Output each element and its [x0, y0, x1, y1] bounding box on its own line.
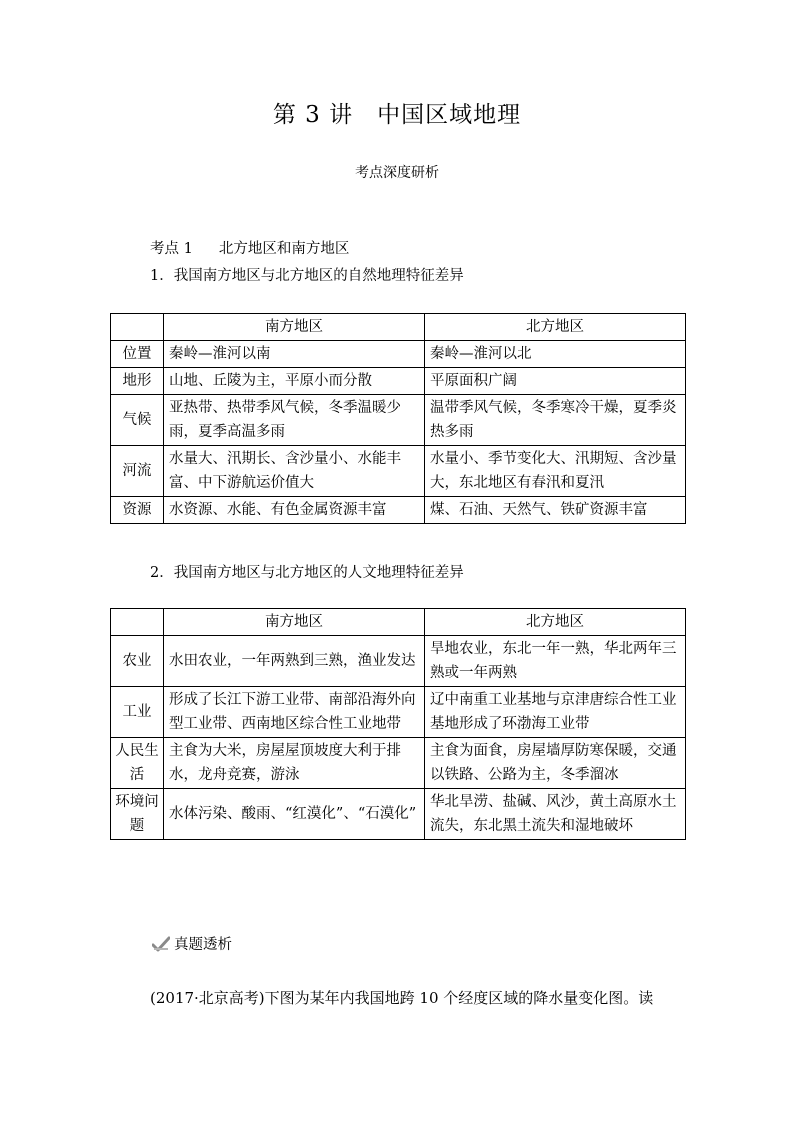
row-label: 资源 — [111, 497, 164, 524]
north-cell: 辽中南重工业基地与京津唐综合性工业基地形成了环渤海工业带 — [425, 687, 686, 738]
south-cell: 水体污染、酸雨、“红漠化”、“石漠化” — [164, 789, 425, 840]
human-geography-table — [110, 608, 686, 840]
table-header-row — [111, 609, 686, 636]
row-label: 工业 — [111, 687, 164, 738]
topic-heading — [150, 237, 349, 258]
south-cell: 亚热带、热带季风气候，冬季温暖少雨，夏季高温多雨 — [164, 395, 425, 446]
zhenti-section-label — [152, 933, 232, 954]
table-header-cell — [111, 314, 164, 341]
north-cell: 水量小、季节变化大、汛期短、含沙量大，东北地区有春汛和夏汛 — [425, 446, 686, 497]
row-label: 地形 — [111, 368, 164, 395]
south-cell: 水田农业，一年两熟到三熟，渔业发达 — [164, 636, 425, 687]
question-text: (2017·北京高考)下图为某年内我国地跨 10 个经度区域的降水量变化图。读 — [150, 989, 654, 1007]
south-cell: 山地、丘陵为主，平原小而分散 — [164, 368, 425, 395]
table-row — [111, 789, 686, 840]
table-header-cell: 北方地区 — [425, 314, 686, 341]
check-icon — [152, 936, 170, 952]
topic-label: 考点 1 — [150, 241, 193, 257]
page-title: 第 3 讲 中国区域地理 — [272, 102, 522, 128]
table-row — [111, 368, 686, 395]
table-row — [111, 497, 686, 524]
table-header-cell — [111, 609, 164, 636]
natural-geography-table — [110, 313, 686, 524]
table-row — [111, 738, 686, 789]
table-header-row — [111, 314, 686, 341]
north-cell: 旱地农业，东北一年一熟，华北两年三熟或一年两熟 — [425, 636, 686, 687]
north-cell: 平原面积广阔 — [425, 368, 686, 395]
row-label: 气候 — [111, 395, 164, 446]
south-cell: 水量大、汛期长、含沙量小、水能丰富、中下游航运价值大 — [164, 446, 425, 497]
section2-heading: 2．我国南方地区与北方地区的人文地理特征差异 — [150, 565, 464, 581]
table-row — [111, 687, 686, 738]
section1-heading: 1．我国南方地区与北方地区的自然地理特征差异 — [150, 268, 464, 284]
table-row — [111, 395, 686, 446]
north-cell: 主食为面食，房屋墙厚防寒保暖，交通以铁路、公路为主，冬季溜冰 — [425, 738, 686, 789]
table-header-cell: 南方地区 — [164, 609, 425, 636]
south-cell: 主食为大米，房屋屋顶坡度大利于排水，龙舟竞赛，游泳 — [164, 738, 425, 789]
south-cell: 形成了长江下游工业带、南部沿海外向型工业带、西南地区综合性工业地带 — [164, 687, 425, 738]
table-header-cell: 北方地区 — [425, 609, 686, 636]
zhenti-label: 真题透析 — [174, 937, 232, 953]
page-subtitle: 考点深度研析 — [355, 165, 439, 181]
north-cell: 煤、石油、天然气、铁矿资源丰富 — [425, 497, 686, 524]
north-cell: 华北旱涝、盐碱、风沙，黄土高原水土流失，东北黑土流失和湿地破坏 — [425, 789, 686, 840]
south-cell: 水资源、水能、有色金属资源丰富 — [164, 497, 425, 524]
row-label: 河流 — [111, 446, 164, 497]
row-label: 农业 — [111, 636, 164, 687]
south-cell: 秦岭—淮河以南 — [164, 341, 425, 368]
table-row — [111, 636, 686, 687]
north-cell: 温带季风气候，冬季寒冷干燥，夏季炎热多雨 — [425, 395, 686, 446]
table-row — [111, 446, 686, 497]
topic-name: 北方地区和南方地区 — [218, 241, 350, 257]
table-header-cell: 南方地区 — [164, 314, 425, 341]
table-row — [111, 341, 686, 368]
row-label: 人民生活 — [111, 738, 164, 789]
north-cell: 秦岭—淮河以北 — [425, 341, 686, 368]
row-label: 位置 — [111, 341, 164, 368]
row-label: 环境问题 — [111, 789, 164, 840]
